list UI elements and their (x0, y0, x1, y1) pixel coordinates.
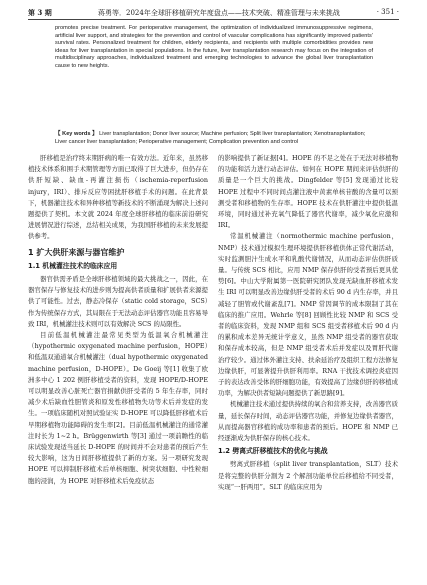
intro-paragraph: 肝移植是治疗终末期肝病的唯一有效方法。近年来，虽然移植技术体系和围手术期管理等方面已取得了巨大进步，但仍存在供肝短缺、缺血-再灌注损伤（ischemia-reperfusion injury，IRI）、排斥反应等困扰肝移植手术的问题。在此背景下，机器灌注技术和异种移植等新技术的不断涌现为解决上述问题提供了契机。本文就 2024 年度全球肝移植的临床前沿研究进展情况进行综述，总结相关成果，为我国肝移植的未来发展提供参考。 (28, 154, 208, 241)
left-column (28, 153, 208, 487)
english-keywords (55, 131, 373, 146)
issue-number: 第 3 期 (28, 8, 52, 17)
body-paragraph: 器官供需矛盾是全球肝移植领域的最大挑战之一，因此，在器官保存与修复技术的进步则为提高供者质量和扩展供者来源提供了可能性。过去，静态冷保存（static cold storage，SCS）作为传统保存方式，其局限在于无法动态评估器官功能且容易导致 IRI，机械灌注技术则可以有效解决 SCS 的局限性。 (28, 275, 208, 328)
page-header (28, 6, 399, 18)
body-paragraph: 目前低温机械灌注最常见类型为低温氧合机械灌注（hypothermic oxygenated machine perfusion，HOPE）和低温双通道氧合机械灌注（dual hypothermic oxygenated machine perfusion，D-HOPE）。De Goeij 等[1] 收集了欧洲多中心 1 202 例肝移植受者的资料，发现 HOPE/D-HOPE 可以明显改善心脏死亡器官捐献供肝受者的 5 年生存率，同时减少术后缺血性胆管炎和原发性移植物失功等术后并发症的发生。一项临床随机对照试验证实 D-HOPE 可以降低肝移植术后早期移植物功能障碍的发生率[2]。目前低温机械灌注的通常灌注时长为 1~2 h。Brüggenwirth 等[3] 通过一项前瞻性的临床试验发现适当延长 D-HOPE 的时间并不会对患者的预后产生较大影响，这为日间肝移植提供了新的方案。另一项研究发现 HOPE 可以抑制肝移植术后单核细胞、树突状细胞、中性粒细胞的浸润，为 HOPE 对肝移植术后免疫状态 (28, 331, 208, 485)
body-paragraph: 机械灌注技术通过提供持续的氧合和营养支持，改善器官质量，延长保存时间，动态评估器官功能，并修复边缘供者器官，从而提高器官移植的成功率和患者的预后。HOPE 和 NMP 已经逐渐成为供肝保存的核心技术。 (218, 400, 398, 443)
section-1-1-heading: 1.1 机械灌注技术的临床应用 (28, 261, 118, 270)
body-paragraph: 的影响提供了新证据[4]。HOPE 的不足之处在于无法对移植物的功能和活力进行动态评估。如何在 HOPE 期间来评估供肝的质量是一个巨大的挑战。Dingfelder 等[5] 发现通过比较 HOPE 过程中不同时间点灌注液中黄素单核苷酸的含量可以预测受者和移植物的生存率。HOPE 技术在供肝灌注中提供低温环境，同时通过补充氧气降低了器官代谢率，减少氧化应激和 IRI。 (218, 154, 398, 230)
keywords-label: 【 Key words 】 (55, 131, 98, 137)
header-rule (28, 19, 399, 20)
page-number: · 351 · (376, 8, 399, 16)
body-paragraph: 劈离式肝移植（split liver transplantation，SLT）技术是将完整的供肝分割为 2 个解剖功能单位后移植给不同受者，实现“一肝两用”。SLT 的临床应用为 (218, 460, 398, 491)
running-title: 蒋勇等．2024年全球肝移植研究年度盘点——技术突破、精准管理与未来挑战 (98, 9, 340, 17)
body-paragraph: 常温机械灌注（normothermic machine perfusion，NMP）技术通过模拟生理环境提供肝移植供体正常代谢活动，实时监测胆汁生成水平和乳酸代谢情况，从而动态评估供肝质量。与传统 SCS 相比，应用 NMP 保存供肝的受者预后更具优势[6]。中山大学附属第一医院研究团队发现无缺血肝移植术发生 IRI 可以明显改善边缘供肝受者的术后 90 d 内生存率，并且减轻了胆管或代谢紊乱[7]。NMP 常因调节的成本限制了其在临床的推广应用。Wehrle 等[8] 回顾性比较 NMP 和 SCS 受者的临床资料，发现 NMP 组和 SCS 组受者移植术后 90 d 内的累积成本差异无统计学意义，虽然 NMP 组受者的器官获取和保存成本较高，但是 NMP 组受者术后并发症以及胃肝代谢治疗较少。通过体外灌注支持、扶余延治疗及组织工程方法修复边缘供肝，可显著提升供肝利用率。RNA 干扰技术调控炎症因子的表达改善受体的肝细胞功能，有效提高了边缘供肝的移植成功率，为解决供者短缺问题提供了新思路[9]。 (218, 232, 398, 398)
keywords-text: Liver transplantation; Donor liver source; Machine perfusion; Split liver transplantation; Xenotransplantation; Liver cancer liver transplantation; Perioperative management; Complication prevention and control (55, 131, 366, 145)
right-column (218, 153, 398, 493)
section-1-heading: 1 扩大供肝来源与器官维护 (28, 247, 125, 257)
section-1-2-heading: 1.2 劈离式肝移植技术的优化与挑战 (218, 447, 328, 456)
english-abstract: promotes precise treatment. For perioperative management, the optimization of individualized immunosuppressive regimens, artificial liver support, and strategies for the prevention and control of vascular complications has significantly improved patients’ survival rates. Personalized treatment for children, elderly recipients, and recipients with multiple comorbidities provides new ideas for liver transplantation in special populations. In the future, liver transplantation research may focus on the integration of multidisciplinary approaches, individualized treatment and emerging technologies to advance the global liver transplantation cause to new heights. (55, 25, 373, 69)
